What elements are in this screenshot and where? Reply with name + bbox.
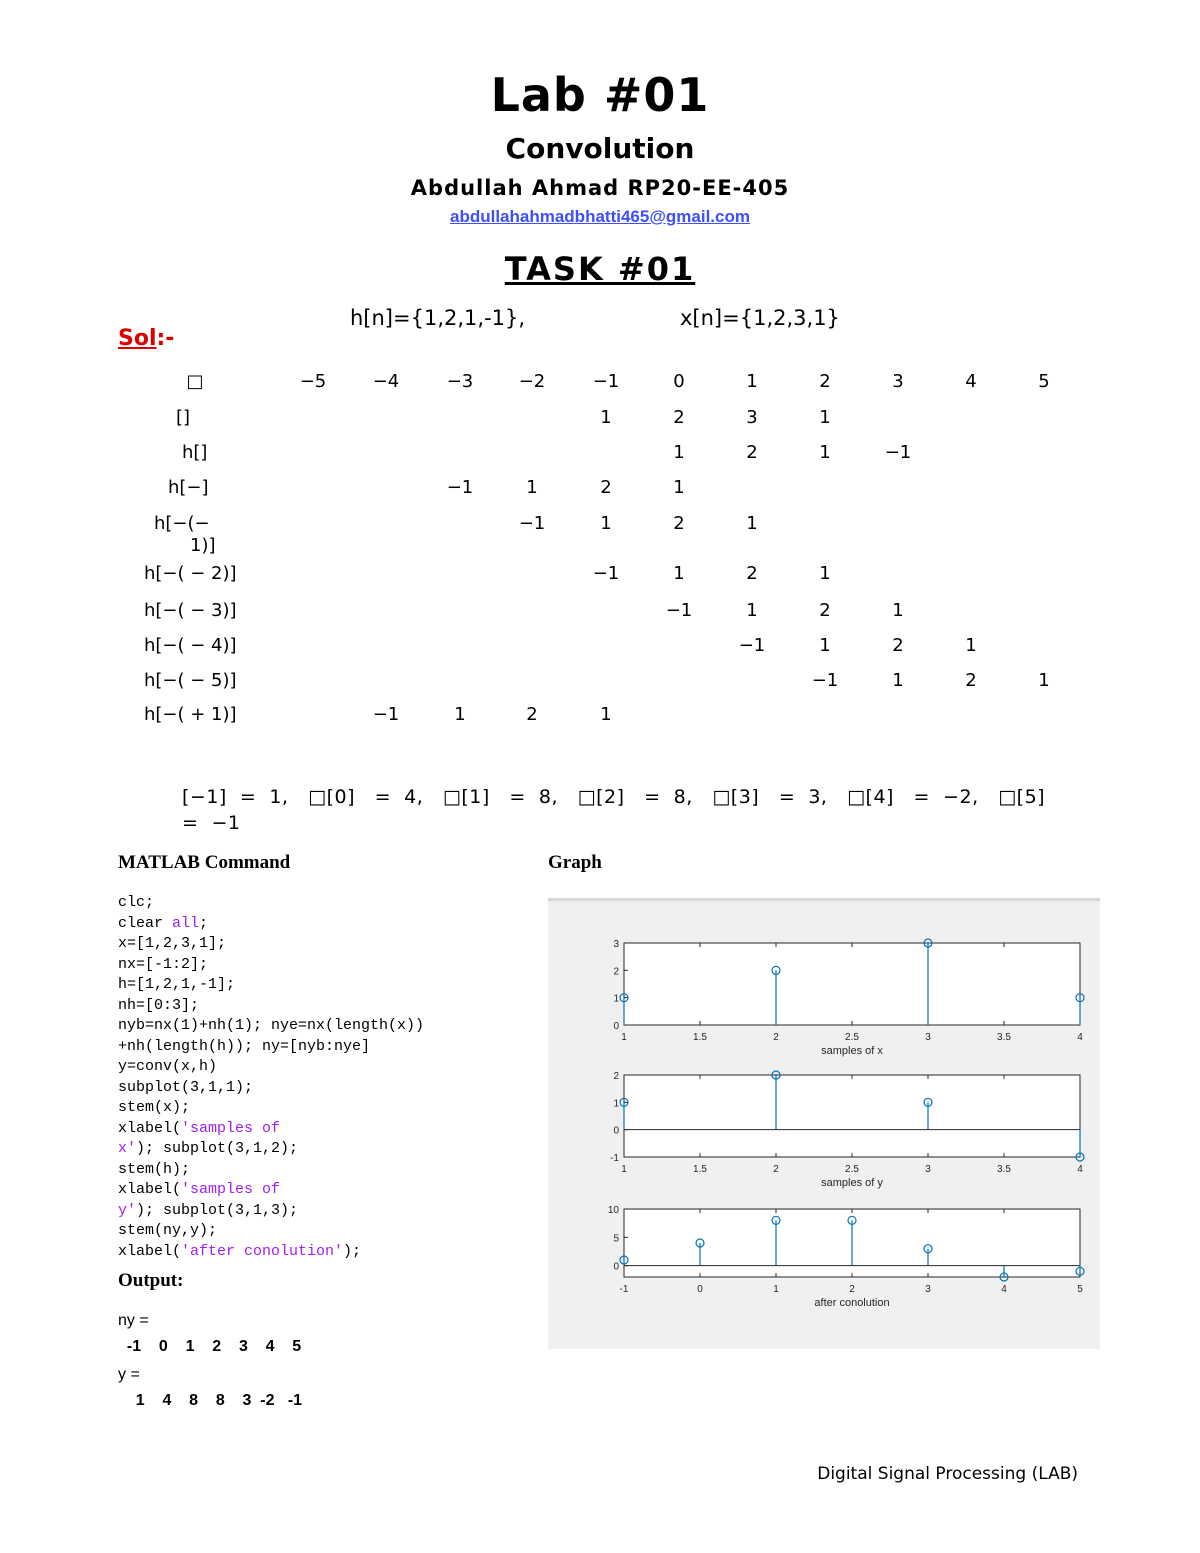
x-tick-label: 1.5 — [693, 1164, 707, 1175]
x-tick-label: 2 — [773, 1164, 779, 1175]
table-cell: −1 — [738, 635, 766, 656]
table-cell: 1 — [673, 442, 685, 463]
table-cell: 2 — [819, 600, 831, 621]
table-column-header: −2 — [518, 371, 546, 392]
table-row-label — [140, 670, 254, 691]
table-row-label-text: h[−( + 1)] — [144, 704, 237, 725]
table-row-label — [140, 442, 292, 463]
graph-heading: Graph — [548, 852, 602, 873]
code-line — [118, 955, 424, 976]
table-row-label-text: h[−( − 5)] — [144, 670, 237, 691]
y-tick-label: 3 — [613, 939, 619, 950]
x-tick-label: 3.5 — [997, 1032, 1011, 1043]
table-cell: 2 — [673, 407, 685, 428]
code-line — [118, 1180, 424, 1201]
x-tick-label: 2.5 — [845, 1032, 859, 1043]
code-text: clc; — [118, 894, 155, 911]
output-heading: Output: — [118, 1270, 184, 1291]
table-cell: 1 — [673, 563, 685, 584]
code-text-tail: ); — [343, 1242, 362, 1260]
code-string: 'after conolution' — [181, 1242, 344, 1260]
y-tick-label: 0 — [613, 1125, 619, 1137]
code-string: y' — [118, 1201, 137, 1219]
table-cell: 1 — [892, 600, 904, 621]
y-tick-label: 1 — [613, 1098, 619, 1110]
table-column-header: 1 — [746, 371, 758, 392]
table-cell: 1 — [1038, 670, 1050, 691]
code-text: clear — [118, 914, 173, 932]
x-tick-label: 3 — [925, 1284, 931, 1295]
table-row-label-text-continued: 1)] — [190, 535, 216, 556]
table-cell: 1 — [526, 477, 538, 498]
table-cell: 1 — [600, 407, 612, 428]
table-row-label — [140, 563, 254, 584]
table-row-label-text: h[] — [182, 442, 208, 463]
y-tick-label: -1 — [610, 1153, 619, 1164]
code-text: +nh(length(h)); ny=[nyb:nye] — [118, 1037, 371, 1055]
y-tick-label: 1 — [613, 993, 619, 1005]
table-column-header: 5 — [1038, 371, 1050, 392]
table-cell: 2 — [965, 670, 977, 691]
table-cell: 1 — [819, 442, 831, 463]
code-line — [118, 1139, 424, 1160]
x-tick-label: 4 — [1001, 1284, 1007, 1295]
table-cell: 2 — [600, 477, 612, 498]
x-tick-label: -1 — [619, 1284, 629, 1295]
code-text: nyb=nx(1)+nh(1); nye=nx(length(x)) — [118, 1017, 425, 1034]
solution-label-text: Sol — [118, 326, 157, 351]
x-tick-label: 2 — [773, 1032, 779, 1043]
table-row-label — [140, 600, 254, 621]
table-row-label — [140, 635, 254, 656]
table-row-label — [140, 477, 278, 498]
code-text: y=conv(x,h) — [118, 1058, 218, 1075]
code-text: h=[1,2,1,-1]; — [118, 976, 236, 993]
table-row-label — [140, 407, 286, 428]
code-string: x' — [118, 1140, 137, 1157]
table-cell: 1 — [673, 477, 685, 498]
table-cell: 1 — [819, 635, 831, 656]
x-tick-label: 4 — [1077, 1032, 1083, 1043]
convolution-result — [182, 784, 1092, 836]
code-text: xlabel( — [118, 1181, 182, 1198]
table-column-header: 0 — [673, 371, 685, 392]
x-tick-label: 3 — [925, 1032, 931, 1043]
code-line — [118, 975, 424, 996]
table-column-header: −3 — [446, 371, 474, 392]
y-tick-label: 0 — [613, 1021, 619, 1032]
y-tick-label: 0 — [613, 1261, 619, 1273]
x-axis-label: after conolution — [814, 1297, 890, 1309]
x-tick-label: 1.5 — [693, 1032, 707, 1043]
table-row-label-text: h[−( − 2)] — [144, 563, 237, 584]
code-text-tail: ); subplot(3,1,2); — [136, 1140, 299, 1157]
x-tick-label: 2 — [849, 1284, 855, 1295]
result-line-2: = −1 — [182, 812, 241, 834]
table-column-header: −4 — [372, 371, 400, 392]
matlab-code-block — [118, 893, 424, 1262]
code-text: nh=[0:3]; — [118, 996, 200, 1014]
table-cell: 1 — [454, 704, 466, 725]
code-line — [118, 1016, 424, 1037]
code-line — [118, 914, 424, 935]
table-row-label-text: h[−( − 4)] — [144, 635, 237, 656]
x-tick-label: 3.5 — [997, 1164, 1011, 1175]
x-tick-label: 1 — [621, 1032, 627, 1043]
table-column-header: 4 — [965, 371, 977, 392]
table-header-label: □ — [186, 371, 204, 392]
x-tick-label: 3 — [925, 1164, 931, 1175]
table-column-header: 3 — [892, 371, 904, 392]
table-cell: −1 — [811, 670, 839, 691]
x-tick-label: 4 — [1077, 1164, 1083, 1175]
table-cell: 1 — [746, 600, 758, 621]
code-line — [118, 1078, 424, 1099]
table-cell: −1 — [665, 600, 693, 621]
code-text-tail: ; — [199, 914, 209, 932]
table-cell: −1 — [446, 477, 474, 498]
x-tick-label: 2.5 — [845, 1164, 859, 1175]
stem-plots-svg — [548, 901, 1100, 1346]
table-column-header: −5 — [299, 371, 327, 392]
code-line — [118, 1037, 424, 1058]
table-cell: 1 — [600, 513, 612, 534]
code-line — [118, 1119, 424, 1140]
code-text: xlabel( — [118, 1242, 182, 1260]
table-row-label-text: h[−] — [168, 477, 209, 498]
x-tick-label: 1 — [621, 1164, 627, 1175]
table-cell: 1 — [892, 670, 904, 691]
code-line — [118, 1242, 424, 1263]
table-cell: 1 — [746, 513, 758, 534]
table-cell: 2 — [746, 563, 758, 584]
table-row-label-text: [] — [176, 407, 191, 428]
plot-axes-1 — [624, 943, 1080, 1025]
table-cell: 1 — [819, 407, 831, 428]
x-tick-label: 5 — [1077, 1284, 1083, 1295]
task-heading: TASK #01 — [504, 250, 696, 288]
table-cell: 1 — [819, 563, 831, 584]
x-axis-label: samples of y — [821, 1177, 883, 1189]
footer-course: Digital Signal Processing (LAB) — [817, 1464, 1078, 1484]
code-line — [118, 893, 424, 914]
author-line: Abdullah Ahmad RP20-EE-405 — [410, 176, 790, 200]
lab-title: Lab #01 — [490, 68, 710, 122]
y-values: 1 4 8 8 3 -2 -1 — [118, 1392, 303, 1409]
code-text: subplot(3,1,1); — [118, 1078, 254, 1096]
plot-axes-2 — [624, 1075, 1080, 1157]
code-line — [118, 1057, 424, 1078]
solution-label — [118, 326, 174, 351]
table-cell: 1 — [600, 704, 612, 725]
table-cell: −1 — [592, 563, 620, 584]
code-line — [118, 1221, 424, 1242]
table-cell: 2 — [892, 635, 904, 656]
code-text: nx=[-1:2]; — [118, 955, 209, 973]
code-line — [118, 934, 424, 955]
table-column-header: 2 — [819, 371, 831, 392]
table-row-label-text: h[−(− — [154, 513, 210, 534]
x-sequence: x[n]={1,2,3,1} — [680, 306, 840, 330]
table-cell: 2 — [526, 704, 538, 725]
code-line — [118, 996, 424, 1017]
table-cell: 3 — [746, 407, 758, 428]
h-sequence: h[n]={1,2,1,-1}, — [350, 306, 526, 330]
solution-label-suffix: :- — [156, 326, 175, 351]
table-cell: 1 — [965, 635, 977, 656]
y-tick-label: 2 — [613, 966, 619, 978]
table-cell: −1 — [884, 442, 912, 463]
table-cell: −1 — [518, 513, 546, 534]
table-cell: −1 — [372, 704, 400, 725]
code-text: stem(h); — [118, 1160, 191, 1178]
table-column-header: −1 — [592, 371, 620, 392]
document-subtitle: Convolution — [505, 132, 695, 165]
code-text: stem(ny,y); — [118, 1222, 218, 1239]
code-line — [118, 1201, 424, 1222]
matlab-figure — [548, 898, 1100, 1349]
code-string: 'samples of — [181, 1119, 281, 1137]
matlab-heading: MATLAB Command — [118, 852, 291, 873]
x-axis-label: samples of x — [821, 1045, 883, 1057]
ny-values: -1 0 1 2 3 4 5 — [118, 1338, 302, 1355]
y-label: y = — [118, 1366, 140, 1383]
y-tick-label: 2 — [613, 1071, 619, 1082]
table-cell: 2 — [673, 513, 685, 534]
code-text: x=[1,2,3,1]; — [118, 935, 227, 952]
code-text: xlabel( — [118, 1119, 182, 1137]
table-row-label — [140, 513, 264, 557]
table-row-label — [140, 704, 254, 725]
code-text: stem(x); — [118, 1099, 191, 1116]
table-cell: 2 — [746, 442, 758, 463]
code-line — [118, 1098, 424, 1119]
ny-label: ny = — [118, 1312, 149, 1329]
code-text-tail: ); subplot(3,1,3); — [136, 1201, 299, 1219]
code-string: 'samples of — [181, 1181, 281, 1198]
y-tick-label: 10 — [607, 1205, 619, 1216]
x-tick-label: 1 — [773, 1284, 779, 1295]
y-tick-label: 5 — [613, 1233, 619, 1245]
result-line-1: [−1] = 1, □[0] = 4, □[1] = 8, □[2] = 8, □[3] = 3, □[4] = −2, □[5] — [182, 786, 1046, 808]
email-link[interactable]: abdullahahmadbhatti465@gmail.com — [450, 207, 750, 226]
code-string: all — [172, 914, 200, 932]
x-tick-label: 0 — [697, 1284, 703, 1295]
code-line — [118, 1160, 424, 1181]
table-row-label-text: h[−( − 3)] — [144, 600, 237, 621]
